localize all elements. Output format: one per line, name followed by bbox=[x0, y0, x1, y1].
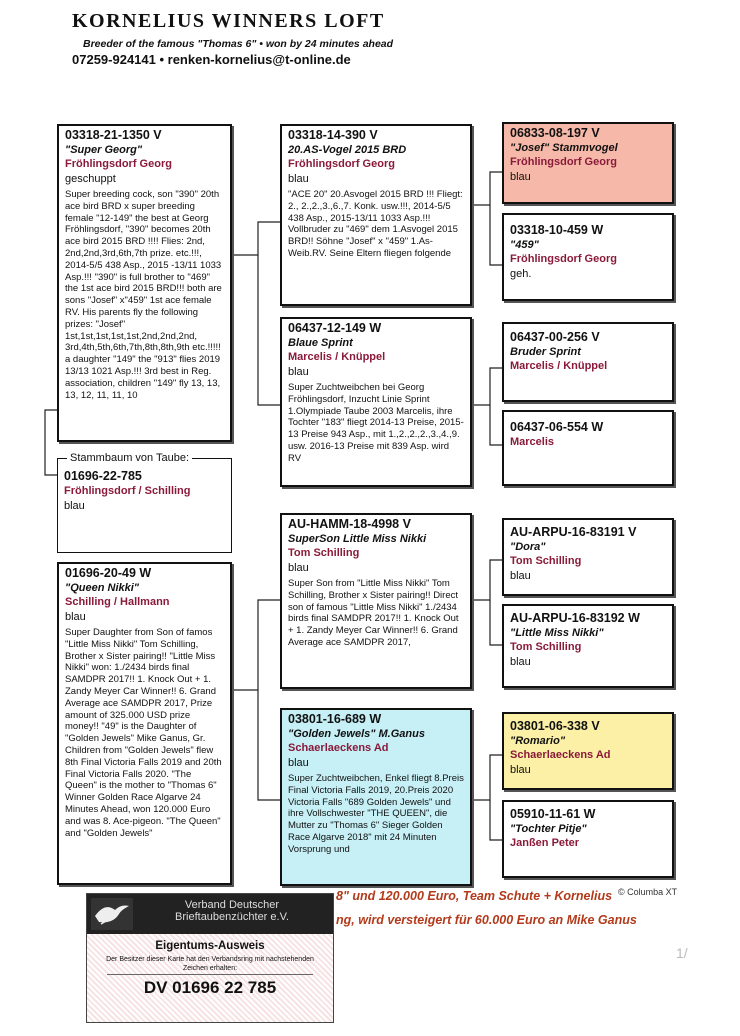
pigeon-card-sdd bbox=[502, 410, 674, 486]
breeder-name: Fröhlingsdorf Georg bbox=[510, 156, 617, 168]
pigeon-color: blau bbox=[510, 171, 531, 183]
pigeon-description: "ACE 20" 20.Asvogel 2015 BRD !!! Fliegt: 2., 2.,2.,3.,6.,7. Konk. usw.!!!, 2014-5/5 438 Asp., 2015-13/11 1033 Asp.!!! Vollbruder zu "469" dem 1.Asvogel 2015 BRD!! Söhne "Josef" x "459" 1.As-Weib.RV. Seine Eltern fliegen folgende bbox=[288, 189, 463, 259]
card-heading: Eigentums-Ausweis bbox=[155, 940, 265, 952]
pigeon-card-sire bbox=[57, 124, 232, 442]
breeder-name: Marcelis bbox=[510, 436, 555, 448]
breeder-name: Janßen Peter bbox=[510, 837, 580, 849]
pigeon-color: blau bbox=[510, 656, 531, 668]
breeder-name: Schaerlaeckens Ad bbox=[288, 742, 389, 754]
ring-number: 01696-20-49 W bbox=[65, 566, 152, 580]
breeder-name: Fröhlingsdorf Georg bbox=[510, 253, 617, 265]
ring-number: AU-ARPU-16-83191 V bbox=[510, 525, 637, 539]
card-text: Der Besitzer dieser Karte hat den Verbandsring mit nachstehenden Zeichen erhalten: bbox=[106, 956, 314, 972]
card-ring-number: DV 01696 22 785 bbox=[143, 978, 277, 997]
breeder-name: Tom Schilling bbox=[288, 547, 360, 559]
pigeon-card-ssd bbox=[502, 213, 674, 301]
breeder-name: Fröhlingsdorf Georg bbox=[288, 158, 395, 170]
breeder-name: Tom Schilling bbox=[510, 555, 582, 567]
pigeon-description: Super Daughter from Son of famos "Little Miss Nikki" Tom Schilling, Brother x Sister pairing!! "Little Miss Nikki" won: 1./2434 birds final SAMDPR 2017!! 1. Knock Out + 1. Zandy Meyer Car Winner!! 6. Grand Average ace SAMDPR 2017, Prize amount of 325.000 USD prize money!! "49" is the Daughter of "Golden Jewels" Mike Ganus, Gr. Children from "Golden Jewels" flew 8th Final Victoria Falls 2019 and 20th Final Victoria Falls 2020. "The Queen" is the mother to "Thomas 6" Winner Golden Race Algarve 24 Minutes Ahead, won 120.000 Euro and was 8. Ace-pigeon. "The Queen" and "Golden Jewels" bbox=[65, 627, 222, 839]
ring-number: 03318-21-1350 V bbox=[65, 128, 162, 142]
footer-line-2: ng, wird versteigert für 60.000 Euro an Mike Ganus bbox=[336, 913, 637, 927]
ring-number: 03318-14-390 V bbox=[288, 128, 378, 142]
pigeon-name: "Golden Jewels" M.Ganus bbox=[288, 728, 425, 740]
ring-number: 06437-00-256 V bbox=[510, 330, 600, 344]
ownership-card bbox=[86, 893, 334, 1023]
pigeon-color: geh. bbox=[510, 268, 532, 280]
pigeon-card-sire-dam bbox=[280, 317, 472, 487]
pigeon-color: blau bbox=[510, 570, 531, 582]
pigeon-name: "459" bbox=[510, 239, 539, 251]
pigeon-color: blau bbox=[64, 500, 85, 512]
pigeon-color: blau bbox=[288, 757, 309, 769]
ring-number: 05910-11-61 W bbox=[510, 807, 596, 821]
pigeon-card-dsd bbox=[502, 604, 674, 688]
ring-number: 06833-08-197 V bbox=[510, 126, 600, 140]
pigeon-color: geschuppt bbox=[65, 173, 116, 185]
pigeon-card-dam-sire bbox=[280, 513, 472, 689]
pigeon-name: "Dora" bbox=[510, 541, 546, 553]
pigeon-color: blau bbox=[288, 366, 309, 378]
pigeon-name: "Romario" bbox=[510, 735, 566, 747]
pigeon-description: Super Zuchtweibchen, Enkel fliegt 8.Preis Final Victoria Falls 2019, 20.Preis 2020 Victoria Falls "689 Golden Jewels" und ihre Vollschwester "THE QUEEN", die Mutter zu "Thomas 6" Sieger Golden Race Algarve 2018" mit 24 Minuten Vorsprung und bbox=[288, 773, 464, 855]
loft-subtitle: Breeder of the famous "Thomas 6" • won by 24 minutes ahead bbox=[83, 38, 394, 50]
pigeon-card-dds bbox=[502, 712, 674, 790]
pigeon-name: "Queen Nikki" bbox=[65, 582, 140, 594]
pigeon-logo-icon bbox=[91, 898, 133, 930]
ring-number: 03801-06-338 V bbox=[510, 719, 600, 733]
footer-line-1: 8" und 120.000 Euro, Team Schute + Kornelius bbox=[336, 889, 613, 903]
ring-number: 06437-12-149 W bbox=[288, 321, 382, 335]
ring-number: AU-ARPU-16-83192 W bbox=[510, 611, 640, 625]
ring-number: 06437-06-554 W bbox=[510, 420, 604, 434]
pigeon-name: "Little Miss Nikki" bbox=[510, 627, 604, 639]
pigeon-name: "Tochter Pitje" bbox=[510, 823, 587, 835]
pigeon-card-sss bbox=[502, 122, 674, 204]
breeder-name: Schaerlaeckens Ad bbox=[510, 749, 611, 761]
copyright-mark: © Columba XT bbox=[618, 887, 678, 897]
breeder-name: Marcelis / Knüppel bbox=[288, 351, 386, 363]
breeder-name: Tom Schilling bbox=[510, 641, 582, 653]
pigeon-color: blau bbox=[510, 764, 531, 776]
pigeon-card-ddd bbox=[502, 800, 674, 878]
pigeon-description: Super Zuchtweibchen bei Georg Fröhlingsdorf, Inzucht Linie Sprint 1.Olympiade Taube 2003 Marcelis, ihre Tochter "183" fliegt 2014-13 Preise, 2015-13 Preise 943 Asp., mit 1.,2.,2.,2.,3.,4.,9. usw. 2016-13 Preise mit 839 Asp. wird RV bbox=[288, 382, 464, 464]
pigeon-card-dam bbox=[57, 562, 232, 885]
pigeon-card-dss bbox=[502, 518, 674, 596]
pigeon-name: SuperSon Little Miss Nikki bbox=[288, 533, 427, 545]
pigeon-card-sire-sire bbox=[280, 124, 472, 306]
ring-number: 03801-16-689 W bbox=[288, 712, 382, 726]
ring-number: AU-HAMM-18-4998 V bbox=[288, 517, 411, 531]
pigeon-name: Blaue Sprint bbox=[288, 337, 353, 349]
pigeon-color: blau bbox=[288, 173, 309, 185]
ring-number: 01696-22-785 bbox=[64, 469, 142, 483]
stammbaum-label: Stammbaum von Taube: bbox=[67, 452, 192, 464]
pigeon-name: Bruder Sprint bbox=[510, 346, 581, 358]
breeder-name: Fröhlingsdorf Georg bbox=[65, 158, 172, 170]
pigeon-description: Super breeding cock, son "390" 20th ace bird BRD x super breeding female "12-149" the best at Georg Fröhlingsdorf, "390" becomes 20th ace bird 2015 BRD !!!! Flies: 2nd, 2nd,2nd,3rd,6th,7th prize. etc.!!!, 2014-5/5 438 Asp., 2015 -13/11 1033 Asp.!!! "390" is full brother to "469" the 1st ace bird 2015 BRD!!! both are sons "Josef" x"459" 1st ace female RV. His parents fly the following prizes: "Josef" 1st,1st,1st,1st,1st,2nd,2nd,2nd, 3rd,4th,5th,6th,7th,8th,8th,9th etc.!!!!! a daughter "149" the "913" flies 2019 13/13 1021 Asp.!!! 3rd best in Reg. association, children "149" fly 13, 13, 13, 12, 11, 11, 10 bbox=[65, 189, 222, 401]
loft-contact: 07259-924141 • renken-kornelius@t-online.de bbox=[72, 52, 351, 67]
pigeon-name: "Josef" Stammvogel bbox=[510, 142, 618, 154]
loft-title: KORNELIUS WINNERS LOFT bbox=[72, 10, 385, 32]
pigeon-color: blau bbox=[288, 562, 309, 574]
breeder-name: Marcelis / Knüppel bbox=[510, 360, 608, 372]
page-mark: 1/ bbox=[676, 945, 688, 961]
breeder-name: Fröhlingsdorf / Schilling bbox=[64, 485, 191, 497]
pigeon-card-dam-dam bbox=[280, 708, 472, 886]
pigeon-name: 20.AS-Vogel 2015 BRD bbox=[288, 144, 407, 156]
ring-number: 03318-10-459 W bbox=[510, 223, 604, 237]
card-organization: Verband Deutscher Brieftaubenzüchter e.V. bbox=[175, 899, 289, 923]
pigeon-card-sds bbox=[502, 322, 674, 402]
pigeon-color: blau bbox=[65, 611, 86, 623]
pigeon-description: Super Son from "Little Miss Nikki" Tom Schilling, Brother x Sister pairing!! Direct son of famous "Little Miss Nikki" 1./2434 birds final SAMDPR 2017!! 1. Knock Out + 1. Zandy Meyer Car Winner!! 6. Grand Average ace SAMDPR 2017, bbox=[288, 578, 459, 648]
pigeon-name: "Super Georg" bbox=[65, 144, 143, 156]
breeder-name: Schilling / Hallmann bbox=[65, 596, 170, 608]
pigeon-card-main bbox=[57, 458, 232, 553]
card-header bbox=[87, 894, 333, 934]
card-divider bbox=[107, 974, 313, 975]
